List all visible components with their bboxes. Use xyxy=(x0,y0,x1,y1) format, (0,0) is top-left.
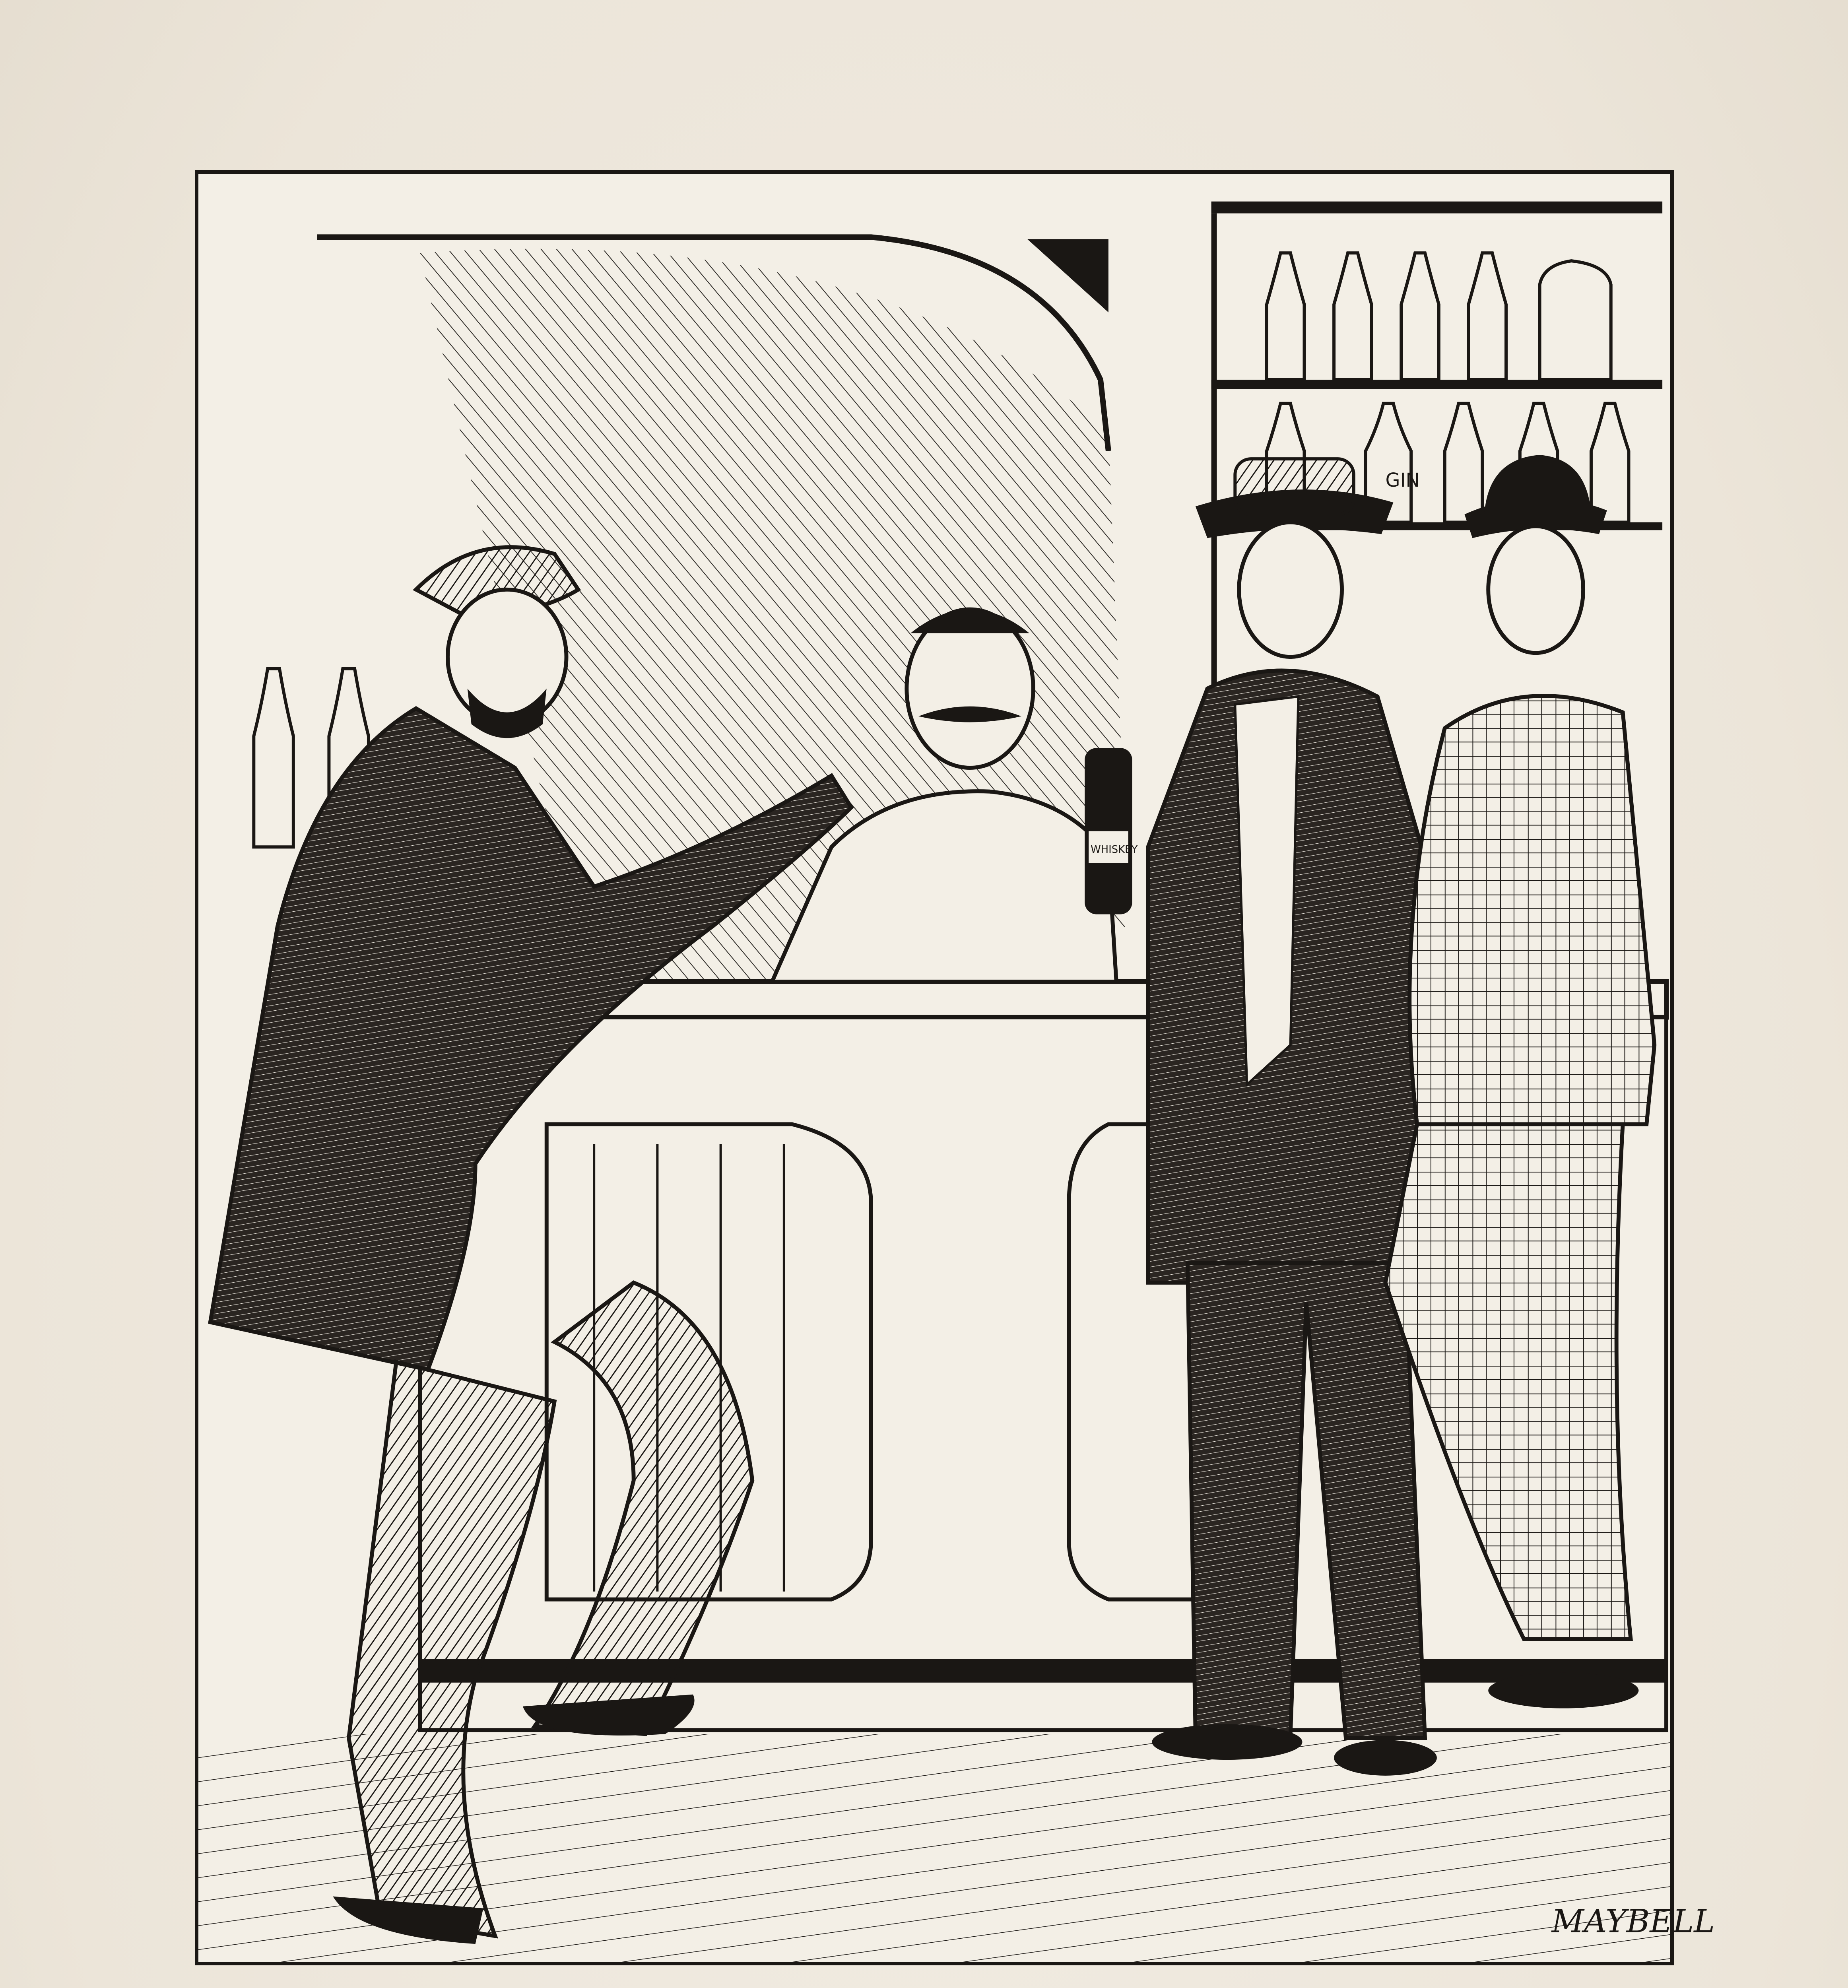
gin-bottle-label: GIN xyxy=(1385,469,1420,491)
whiskey-bottle-label: WHISKEY xyxy=(1091,844,1138,856)
illustration-drawing xyxy=(198,174,1715,1962)
artist-signature: MAYBELL xyxy=(1551,1903,1715,1940)
gentleman-dark-suit xyxy=(1148,459,1444,1776)
saloon-illustration xyxy=(195,170,1715,1965)
